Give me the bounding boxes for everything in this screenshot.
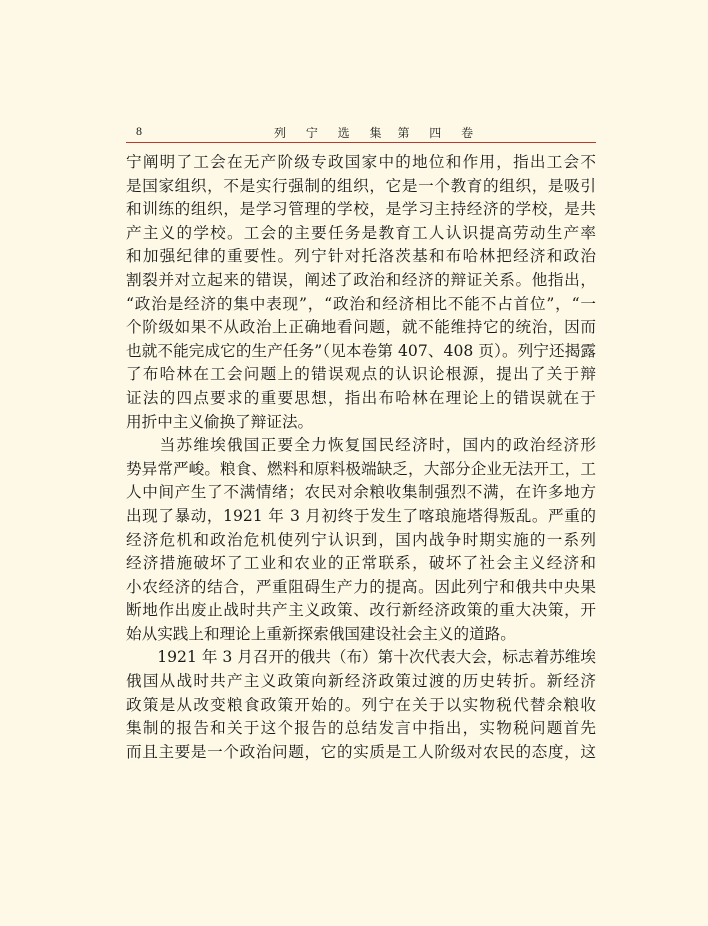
text-line: 证法的四点要求的重要思想，指出布哈林在理论上的错误就在于 bbox=[126, 388, 596, 407]
text-line: 小农经济的结合，严重阻碍生产力的提高。因此列宁和俄共中央果 bbox=[126, 577, 596, 596]
text-line: 产主义的学校。工会的主要任务是教育工人认识提高劳动生产率 bbox=[126, 223, 596, 242]
text-line: 1921 年 3 月召开的俄共（布）第十次代表大会，标志着苏维埃 bbox=[126, 648, 596, 667]
paragraph bbox=[126, 151, 596, 434]
text-line: 了布哈林在工会问题上的错误观点的认识论根源，提出了关于辩 bbox=[126, 365, 596, 384]
volume-label: 第 四 卷 bbox=[397, 126, 482, 140]
text-line: 经济措施破坏了工业和农业的正常联系，破坏了社会主义经济和 bbox=[126, 554, 596, 573]
text-line: 而且主要是一个政治问题，它的实质是工人阶级对农民的态度，这 bbox=[126, 742, 596, 761]
text-line: 俄国从战时共产主义政策向新经济政策过渡的历史转折。新经济 bbox=[126, 672, 596, 691]
text-line: 和训练的组织，是学习管理的学校，是学习主持经济的学校，是共 bbox=[126, 200, 596, 219]
book-title: 列 宁 选 集 bbox=[274, 126, 390, 140]
text-line: 割裂并对立起来的错误，阐述了政治和经济的辩证关系。他指出， bbox=[126, 270, 596, 289]
text-line: “政治是经济的集中表现”，“政治和经济相比不能不占首位”，“一 bbox=[126, 294, 596, 313]
text-line: 当苏维埃俄国正要全力恢复国民经济时，国内的政治经济形 bbox=[126, 436, 596, 455]
text-line: 始从实践上和理论上重新探索俄国建设社会主义的道路。 bbox=[126, 624, 516, 643]
text-line: 用折中主义偷换了辩证法。 bbox=[126, 412, 314, 431]
page-header bbox=[126, 118, 596, 143]
text-line: 和加强纪律的重要性。列宁针对托洛茨基和布哈林把经济和政治 bbox=[126, 247, 596, 266]
text-line: 集制的报告和关于这个报告的总结发言中指出，实物税问题首先 bbox=[126, 719, 596, 738]
text-line: 宁阐明了工会在无产阶级专政国家中的地位和作用，指出工会不 bbox=[126, 153, 596, 171]
text-line: 人中间产生了不满情绪；农民对余粮收集制强烈不满，在许多地方 bbox=[126, 483, 596, 502]
text-line: 政策是从改变粮食政策开始的。列宁在关于以实物税代替余粮收 bbox=[126, 695, 596, 714]
text-line: 也就不能完成它的生产任务”（见本卷第 407、408 页）。列宁还揭露 bbox=[126, 341, 596, 360]
paragraph bbox=[126, 646, 596, 764]
paragraph bbox=[126, 434, 596, 646]
page-number: 8 bbox=[136, 124, 142, 138]
text-line: 是国家组织，不是实行强制的组织，它是一个教育的组织，是吸引 bbox=[126, 176, 596, 195]
text-line: 出现了暴动，1921 年 3 月初终于发生了喀琅施塔得叛乱。严重的 bbox=[126, 506, 596, 525]
text-line: 断地作出废止战时共产主义政策、改行新经济政策的重大决策，开 bbox=[126, 601, 596, 620]
text-line: 个阶级如果不从政治上正确地看问题，就不能维持它的统治，因而 bbox=[126, 318, 596, 337]
text-line: 势异常严峻。粮食、燃料和原料极端缺乏，大部分企业无法开工，工 bbox=[126, 459, 596, 478]
body-text bbox=[126, 151, 596, 764]
text-line: 经济危机和政治危机使列宁认识到，国内战争时期实施的一系列 bbox=[126, 530, 596, 549]
running-title bbox=[274, 124, 481, 141]
